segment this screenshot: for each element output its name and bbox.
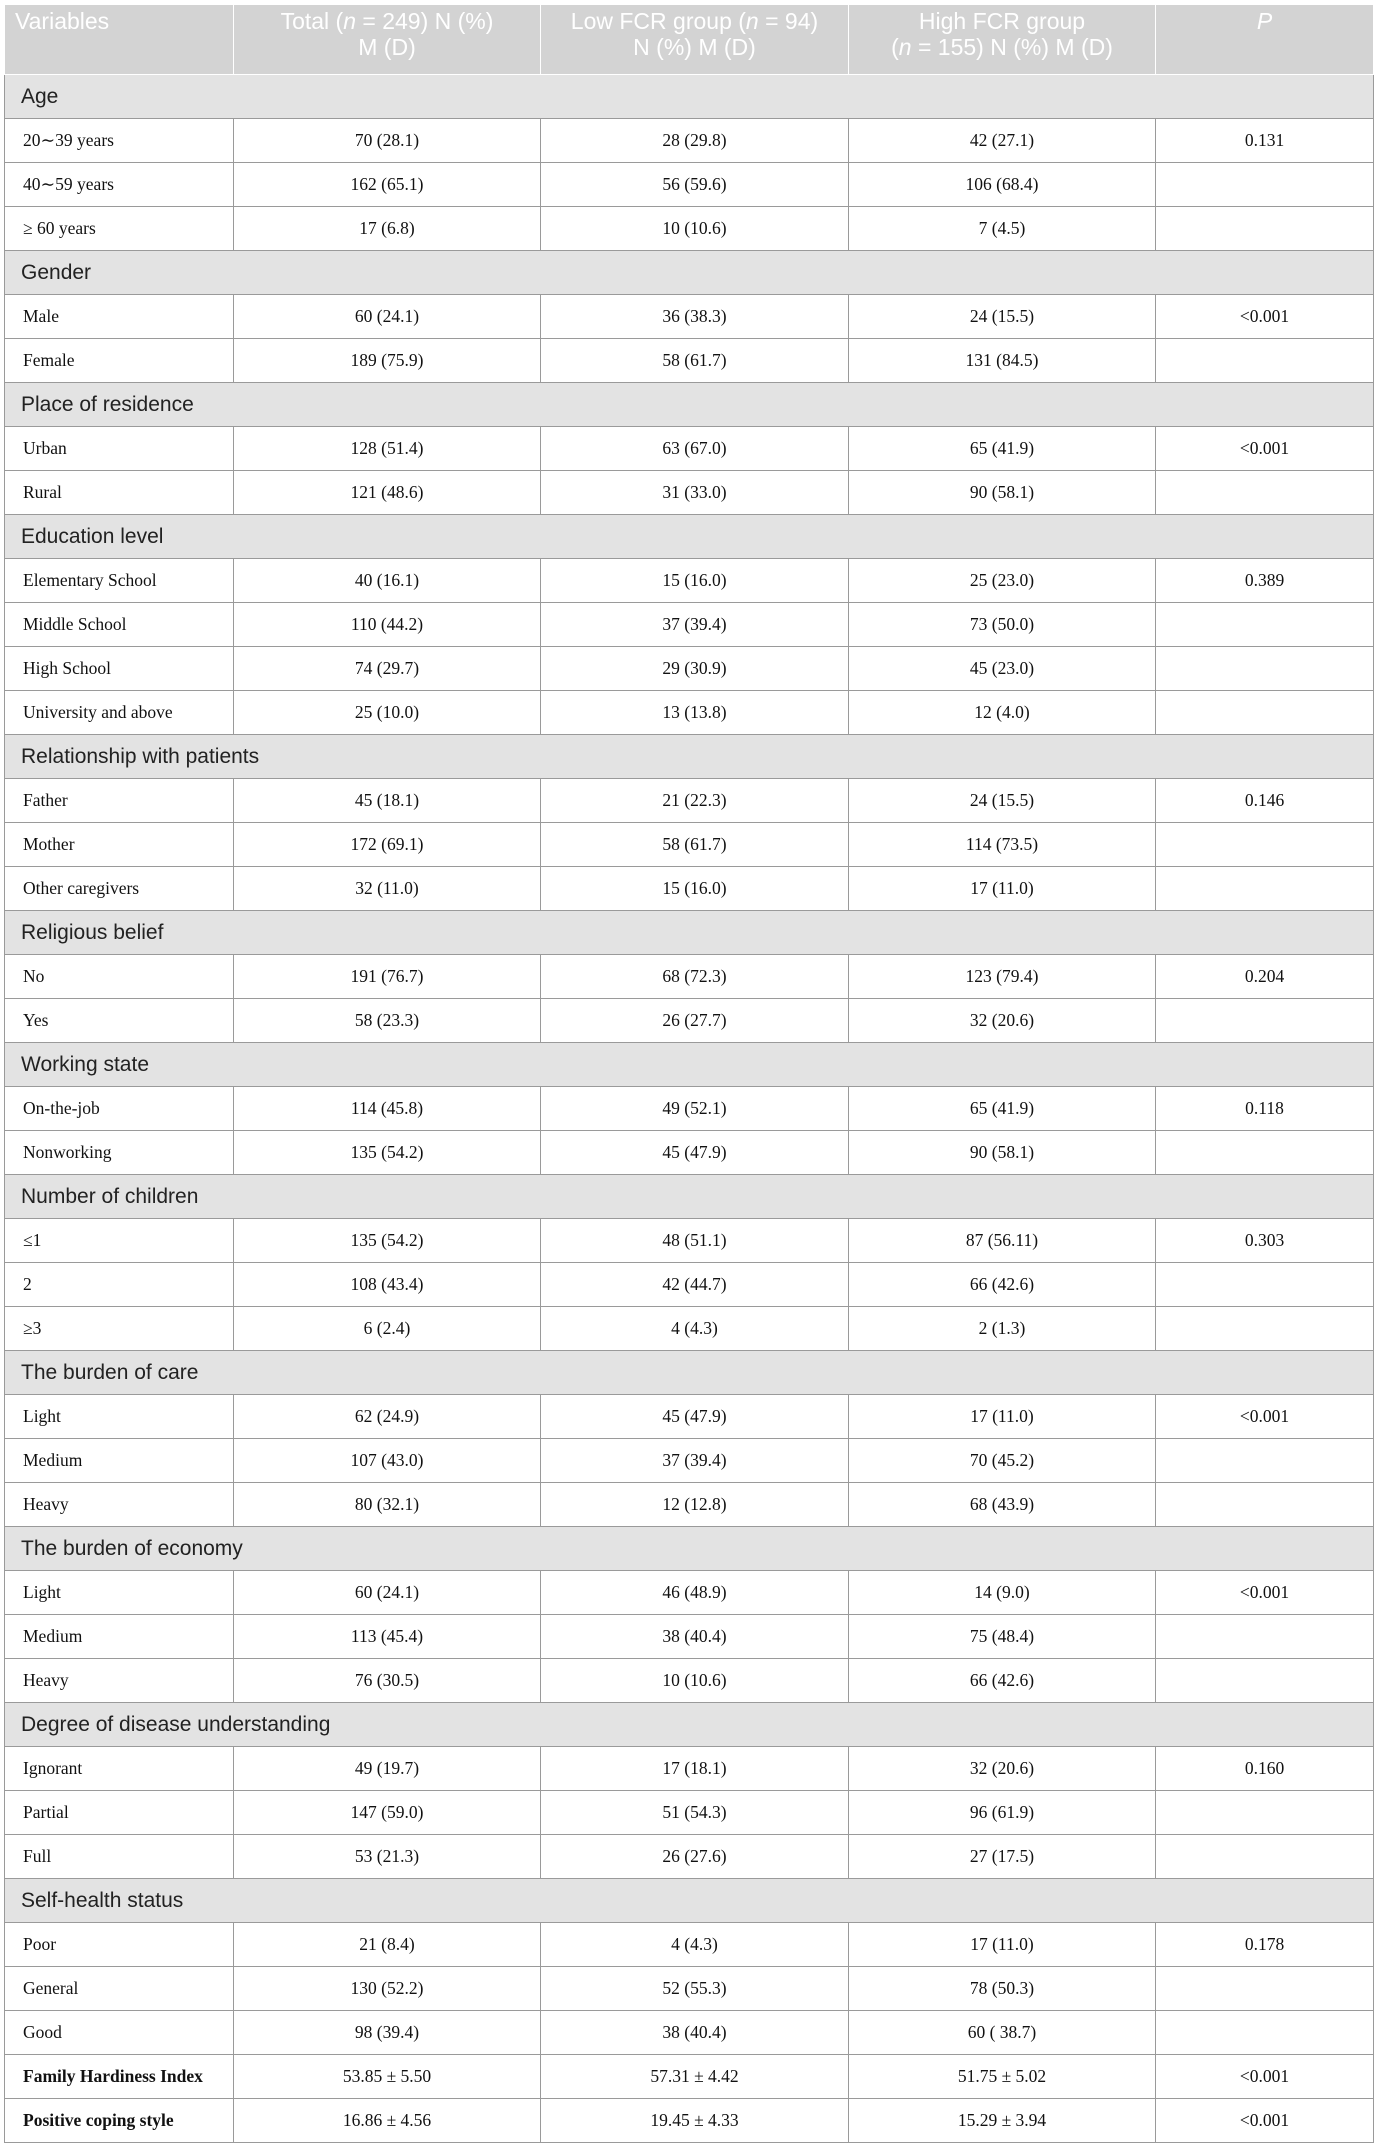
high-fcr-value: 24 (15.5)	[849, 779, 1156, 823]
low-fcr-value: 15 (16.0)	[541, 559, 849, 603]
p-value	[1156, 1307, 1374, 1351]
low-fcr-value: 31 (33.0)	[541, 471, 849, 515]
low-fcr-value: 19.45 ± 4.33	[541, 2099, 849, 2143]
low-fcr-value: 36 (38.3)	[541, 295, 849, 339]
row-label: Family Hardiness Index	[5, 2055, 234, 2099]
low-fcr-value: 63 (67.0)	[541, 427, 849, 471]
header-total: Total (n = 249) N (%) M (D)	[234, 5, 541, 75]
row-label: Urban	[5, 427, 234, 471]
total-value: 40 (16.1)	[234, 559, 541, 603]
row-label: Middle School	[5, 603, 234, 647]
table-row	[5, 207, 1374, 251]
p-value: 0.146	[1156, 779, 1374, 823]
table-row	[5, 1439, 1374, 1483]
p-value: <0.001	[1156, 427, 1374, 471]
section-header-row	[5, 911, 1374, 955]
total-value: 17 (6.8)	[234, 207, 541, 251]
section-header-row	[5, 1175, 1374, 1219]
low-fcr-value: 13 (13.8)	[541, 691, 849, 735]
total-value: 172 (69.1)	[234, 823, 541, 867]
p-value: 0.178	[1156, 1923, 1374, 1967]
table-row	[5, 603, 1374, 647]
section-header-row	[5, 75, 1374, 119]
high-fcr-value: 15.29 ± 3.94	[849, 2099, 1156, 2143]
table-row	[5, 2011, 1374, 2055]
row-label: Yes	[5, 999, 234, 1043]
header-low-fcr: Low FCR group (n = 94) N (%) M (D)	[541, 5, 849, 75]
high-fcr-value: 32 (20.6)	[849, 1747, 1156, 1791]
total-value: 107 (43.0)	[234, 1439, 541, 1483]
total-value: 32 (11.0)	[234, 867, 541, 911]
section-header-row	[5, 1351, 1374, 1395]
row-label: Rural	[5, 471, 234, 515]
high-fcr-value: 70 (45.2)	[849, 1439, 1156, 1483]
low-fcr-value: 37 (39.4)	[541, 603, 849, 647]
total-value: 114 (45.8)	[234, 1087, 541, 1131]
total-value: 162 (65.1)	[234, 163, 541, 207]
section-header-row	[5, 383, 1374, 427]
table-row	[5, 559, 1374, 603]
row-label: Heavy	[5, 1659, 234, 1703]
section-title: The burden of economy	[5, 1527, 1374, 1571]
total-value: 76 (30.5)	[234, 1659, 541, 1703]
high-fcr-value: 106 (68.4)	[849, 163, 1156, 207]
table-row	[5, 867, 1374, 911]
total-value: 60 (24.1)	[234, 295, 541, 339]
row-label: Light	[5, 1571, 234, 1615]
high-fcr-value: 25 (23.0)	[849, 559, 1156, 603]
table-row	[5, 1791, 1374, 1835]
p-value	[1156, 1131, 1374, 1175]
section-title: Working state	[5, 1043, 1374, 1087]
high-fcr-value: 75 (48.4)	[849, 1615, 1156, 1659]
high-fcr-value: 66 (42.6)	[849, 1659, 1156, 1703]
table-row	[5, 1307, 1374, 1351]
p-value: <0.001	[1156, 2099, 1374, 2143]
row-label: Father	[5, 779, 234, 823]
high-fcr-value: 65 (41.9)	[849, 1087, 1156, 1131]
total-value: 135 (54.2)	[234, 1131, 541, 1175]
total-value: 21 (8.4)	[234, 1923, 541, 1967]
p-value	[1156, 1967, 1374, 2011]
section-title: Number of children	[5, 1175, 1374, 1219]
table-row	[5, 999, 1374, 1043]
high-fcr-value: 17 (11.0)	[849, 867, 1156, 911]
table-row	[5, 427, 1374, 471]
high-fcr-value: 42 (27.1)	[849, 119, 1156, 163]
high-fcr-value: 14 (9.0)	[849, 1571, 1156, 1615]
section-title: Education level	[5, 515, 1374, 559]
high-fcr-value: 51.75 ± 5.02	[849, 2055, 1156, 2099]
total-value: 80 (32.1)	[234, 1483, 541, 1527]
total-value: 121 (48.6)	[234, 471, 541, 515]
row-label: ≥3	[5, 1307, 234, 1351]
p-value	[1156, 163, 1374, 207]
table-row	[5, 691, 1374, 735]
row-label: 40∼59 years	[5, 163, 234, 207]
table-row	[5, 1659, 1374, 1703]
low-fcr-value: 37 (39.4)	[541, 1439, 849, 1483]
total-value: 6 (2.4)	[234, 1307, 541, 1351]
section-title: The burden of care	[5, 1351, 1374, 1395]
row-label: Ignorant	[5, 1747, 234, 1791]
total-value: 113 (45.4)	[234, 1615, 541, 1659]
low-fcr-value: 56 (59.6)	[541, 163, 849, 207]
low-fcr-value: 26 (27.6)	[541, 1835, 849, 1879]
low-fcr-value: 57.31 ± 4.42	[541, 2055, 849, 2099]
low-fcr-value: 15 (16.0)	[541, 867, 849, 911]
table-row	[5, 1923, 1374, 1967]
table-row	[5, 1835, 1374, 1879]
table-row	[5, 1483, 1374, 1527]
p-value	[1156, 603, 1374, 647]
high-fcr-value: 90 (58.1)	[849, 1131, 1156, 1175]
section-header-row	[5, 735, 1374, 779]
row-label: Mother	[5, 823, 234, 867]
table-row	[5, 1967, 1374, 2011]
header-variables: Variables	[5, 5, 234, 75]
total-value: 62 (24.9)	[234, 1395, 541, 1439]
section-header-row	[5, 1527, 1374, 1571]
total-value: 70 (28.1)	[234, 119, 541, 163]
section-title: Self-health status	[5, 1879, 1374, 1923]
low-fcr-value: 29 (30.9)	[541, 647, 849, 691]
header-high-fcr: High FCR group (n = 155) N (%) M (D)	[849, 5, 1156, 75]
p-value: <0.001	[1156, 1571, 1374, 1615]
p-value	[1156, 867, 1374, 911]
row-label: Medium	[5, 1439, 234, 1483]
section-header-row	[5, 251, 1374, 295]
row-label: ≥ 60 years	[5, 207, 234, 251]
low-fcr-value: 68 (72.3)	[541, 955, 849, 999]
high-fcr-value: 73 (50.0)	[849, 603, 1156, 647]
table-row	[5, 471, 1374, 515]
p-value	[1156, 823, 1374, 867]
row-label: University and above	[5, 691, 234, 735]
table-row	[5, 119, 1374, 163]
header-row	[5, 5, 1374, 75]
total-value: 135 (54.2)	[234, 1219, 541, 1263]
demographics-table	[4, 4, 1374, 2143]
total-value: 130 (52.2)	[234, 1967, 541, 2011]
low-fcr-value: 42 (44.7)	[541, 1263, 849, 1307]
table-row	[5, 955, 1374, 999]
high-fcr-value: 24 (15.5)	[849, 295, 1156, 339]
low-fcr-value: 38 (40.4)	[541, 2011, 849, 2055]
summary-row	[5, 2055, 1374, 2099]
section-title: Degree of disease understanding	[5, 1703, 1374, 1747]
row-label: General	[5, 1967, 234, 2011]
low-fcr-value: 46 (48.9)	[541, 1571, 849, 1615]
high-fcr-value: 2 (1.3)	[849, 1307, 1156, 1351]
total-value: 128 (51.4)	[234, 427, 541, 471]
row-label: No	[5, 955, 234, 999]
p-value	[1156, 1791, 1374, 1835]
p-value	[1156, 2011, 1374, 2055]
p-value: <0.001	[1156, 2055, 1374, 2099]
high-fcr-value: 123 (79.4)	[849, 955, 1156, 999]
row-label: Poor	[5, 1923, 234, 1967]
p-value	[1156, 471, 1374, 515]
p-value	[1156, 1615, 1374, 1659]
low-fcr-value: 10 (10.6)	[541, 207, 849, 251]
high-fcr-value: 45 (23.0)	[849, 647, 1156, 691]
section-header-row	[5, 1703, 1374, 1747]
high-fcr-value: 87 (56.11)	[849, 1219, 1156, 1263]
row-label: ≤1	[5, 1219, 234, 1263]
p-value	[1156, 647, 1374, 691]
table-row	[5, 1395, 1374, 1439]
table-row	[5, 163, 1374, 207]
low-fcr-value: 21 (22.3)	[541, 779, 849, 823]
p-value	[1156, 1439, 1374, 1483]
low-fcr-value: 49 (52.1)	[541, 1087, 849, 1131]
low-fcr-value: 12 (12.8)	[541, 1483, 849, 1527]
total-value: 189 (75.9)	[234, 339, 541, 383]
table-row	[5, 1131, 1374, 1175]
total-value: 110 (44.2)	[234, 603, 541, 647]
high-fcr-value: 12 (4.0)	[849, 691, 1156, 735]
low-fcr-value: 4 (4.3)	[541, 1923, 849, 1967]
section-title: Religious belief	[5, 911, 1374, 955]
high-fcr-value: 17 (11.0)	[849, 1923, 1156, 1967]
row-label: Medium	[5, 1615, 234, 1659]
row-label: 2	[5, 1263, 234, 1307]
section-title: Relationship with patients	[5, 735, 1374, 779]
total-value: 25 (10.0)	[234, 691, 541, 735]
high-fcr-value: 131 (84.5)	[849, 339, 1156, 383]
table-row	[5, 295, 1374, 339]
total-value: 45 (18.1)	[234, 779, 541, 823]
section-title: Place of residence	[5, 383, 1374, 427]
p-value: 0.160	[1156, 1747, 1374, 1791]
low-fcr-value: 51 (54.3)	[541, 1791, 849, 1835]
p-value	[1156, 339, 1374, 383]
row-label: Other caregivers	[5, 867, 234, 911]
high-fcr-value: 78 (50.3)	[849, 1967, 1156, 2011]
p-value: 0.389	[1156, 559, 1374, 603]
row-label: Nonworking	[5, 1131, 234, 1175]
total-value: 191 (76.7)	[234, 955, 541, 999]
total-value: 98 (39.4)	[234, 2011, 541, 2055]
p-value	[1156, 1483, 1374, 1527]
section-header-row	[5, 1879, 1374, 1923]
total-value: 147 (59.0)	[234, 1791, 541, 1835]
row-label: Good	[5, 2011, 234, 2055]
low-fcr-value: 48 (51.1)	[541, 1219, 849, 1263]
table-row	[5, 647, 1374, 691]
total-value: 16.86 ± 4.56	[234, 2099, 541, 2143]
row-label: Light	[5, 1395, 234, 1439]
high-fcr-value: 27 (17.5)	[849, 1835, 1156, 1879]
p-value: 0.204	[1156, 955, 1374, 999]
row-label: On-the-job	[5, 1087, 234, 1131]
total-value: 53.85 ± 5.50	[234, 2055, 541, 2099]
section-header-row	[5, 1043, 1374, 1087]
table-row	[5, 1263, 1374, 1307]
section-title: Gender	[5, 251, 1374, 295]
header-p-value: P	[1156, 5, 1374, 75]
p-value	[1156, 1263, 1374, 1307]
row-label: Positive coping style	[5, 2099, 234, 2143]
low-fcr-value: 26 (27.7)	[541, 999, 849, 1043]
p-value	[1156, 691, 1374, 735]
row-label: Full	[5, 1835, 234, 1879]
total-value: 53 (21.3)	[234, 1835, 541, 1879]
p-value: <0.001	[1156, 295, 1374, 339]
high-fcr-value: 7 (4.5)	[849, 207, 1156, 251]
p-value: 0.118	[1156, 1087, 1374, 1131]
p-value: <0.001	[1156, 1395, 1374, 1439]
high-fcr-value: 60 ( 38.7)	[849, 2011, 1156, 2055]
low-fcr-value: 38 (40.4)	[541, 1615, 849, 1659]
table-row	[5, 339, 1374, 383]
high-fcr-value: 96 (61.9)	[849, 1791, 1156, 1835]
row-label: Partial	[5, 1791, 234, 1835]
low-fcr-value: 10 (10.6)	[541, 1659, 849, 1703]
section-title: Age	[5, 75, 1374, 119]
table-row	[5, 823, 1374, 867]
high-fcr-value: 114 (73.5)	[849, 823, 1156, 867]
row-label: Heavy	[5, 1483, 234, 1527]
high-fcr-value: 32 (20.6)	[849, 999, 1156, 1043]
row-label: 20∼39 years	[5, 119, 234, 163]
table-row	[5, 1087, 1374, 1131]
p-value	[1156, 1835, 1374, 1879]
low-fcr-value: 58 (61.7)	[541, 339, 849, 383]
total-value: 108 (43.4)	[234, 1263, 541, 1307]
row-label: Male	[5, 295, 234, 339]
p-value: 0.303	[1156, 1219, 1374, 1263]
p-value	[1156, 999, 1374, 1043]
total-value: 58 (23.3)	[234, 999, 541, 1043]
table-row	[5, 1747, 1374, 1791]
table-row	[5, 1615, 1374, 1659]
total-value: 74 (29.7)	[234, 647, 541, 691]
p-value: 0.131	[1156, 119, 1374, 163]
section-header-row	[5, 515, 1374, 559]
p-value	[1156, 207, 1374, 251]
row-label: Female	[5, 339, 234, 383]
high-fcr-value: 65 (41.9)	[849, 427, 1156, 471]
high-fcr-value: 66 (42.6)	[849, 1263, 1156, 1307]
high-fcr-value: 90 (58.1)	[849, 471, 1156, 515]
low-fcr-value: 45 (47.9)	[541, 1131, 849, 1175]
low-fcr-value: 4 (4.3)	[541, 1307, 849, 1351]
table-row	[5, 1219, 1374, 1263]
low-fcr-value: 28 (29.8)	[541, 119, 849, 163]
high-fcr-value: 68 (43.9)	[849, 1483, 1156, 1527]
low-fcr-value: 17 (18.1)	[541, 1747, 849, 1791]
p-value	[1156, 1659, 1374, 1703]
total-value: 60 (24.1)	[234, 1571, 541, 1615]
table-row	[5, 1571, 1374, 1615]
table-row	[5, 779, 1374, 823]
total-value: 49 (19.7)	[234, 1747, 541, 1791]
low-fcr-value: 52 (55.3)	[541, 1967, 849, 2011]
summary-row	[5, 2099, 1374, 2143]
row-label: Elementary School	[5, 559, 234, 603]
low-fcr-value: 58 (61.7)	[541, 823, 849, 867]
low-fcr-value: 45 (47.9)	[541, 1395, 849, 1439]
row-label: High School	[5, 647, 234, 691]
high-fcr-value: 17 (11.0)	[849, 1395, 1156, 1439]
